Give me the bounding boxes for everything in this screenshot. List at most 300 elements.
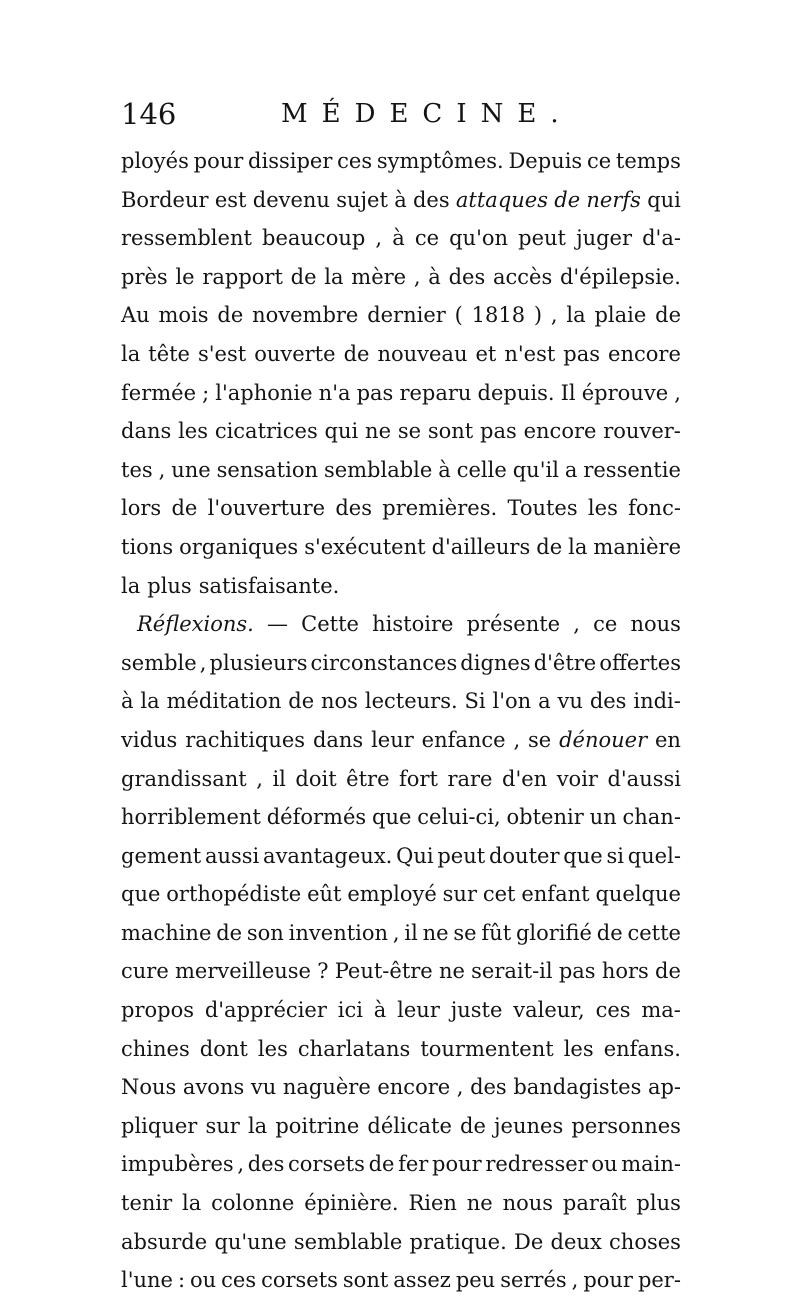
word: de <box>290 264 317 289</box>
word: avantageux. <box>263 843 393 868</box>
text-line <box>121 682 681 721</box>
word: aussi <box>204 843 260 868</box>
word: dans <box>312 727 364 752</box>
word: vu <box>250 1075 277 1100</box>
word: Qui <box>396 843 434 868</box>
word: épinière. <box>304 1191 399 1216</box>
word: quel- <box>627 843 681 868</box>
word: Réflexions. <box>137 612 254 637</box>
word: dignes <box>460 650 531 675</box>
word: que <box>563 843 603 868</box>
word: merveilleuse <box>175 959 311 984</box>
word: se <box>528 727 552 752</box>
word: ce <box>593 612 618 637</box>
word: absurde <box>121 1229 208 1254</box>
word: colonne <box>211 1191 295 1216</box>
word: chines <box>121 1036 190 1061</box>
word: corsets <box>288 1152 365 1177</box>
word: mois <box>158 303 209 328</box>
word: la <box>182 1191 202 1216</box>
word: corsets <box>261 1268 338 1293</box>
word: ne <box>365 419 391 444</box>
word: qui <box>324 419 359 444</box>
word: eût <box>307 882 342 907</box>
word: novembre <box>252 303 359 328</box>
word: son <box>246 920 284 945</box>
word: invention <box>288 920 389 945</box>
word: , <box>573 612 580 637</box>
word: bandagistes <box>513 1075 642 1100</box>
word: obtenir <box>506 805 584 830</box>
word: serrés <box>500 1268 567 1293</box>
word: sur <box>205 1113 240 1138</box>
word: cet <box>482 882 516 907</box>
word: à <box>392 226 405 251</box>
word: rare <box>447 766 493 791</box>
word: Cette <box>301 612 359 637</box>
text-line <box>121 914 681 953</box>
word: pas <box>356 380 394 405</box>
word: se <box>453 920 477 945</box>
word: pas <box>480 419 517 444</box>
word: , <box>550 303 558 328</box>
word: ployés <box>121 149 189 173</box>
word: glorifié <box>515 920 592 945</box>
word: il <box>404 920 418 945</box>
word: n'est <box>504 341 556 366</box>
word: mère <box>351 264 407 289</box>
word: doit <box>295 766 337 791</box>
text-line <box>121 798 681 837</box>
word: sensation <box>216 457 318 482</box>
word: orthopédiste <box>166 882 302 907</box>
word: et <box>475 341 497 366</box>
word: rouver- <box>603 419 681 444</box>
word: l'aphonie <box>215 380 313 405</box>
word: de <box>171 496 198 521</box>
text-line <box>121 644 681 683</box>
word: douter <box>488 843 560 868</box>
word: nouveau <box>377 341 468 366</box>
word: pratique. <box>409 1229 507 1254</box>
word: celle <box>456 457 507 482</box>
word: un <box>589 805 617 830</box>
word: nous <box>502 1191 554 1216</box>
word: lors <box>121 496 162 521</box>
word: pour <box>193 149 244 173</box>
word: de <box>368 1152 395 1177</box>
word: la <box>121 341 141 366</box>
word: pour <box>583 1268 633 1293</box>
word: les <box>563 1036 594 1061</box>
word: tête <box>148 341 190 366</box>
word: leur <box>371 727 414 752</box>
word: depuis. <box>477 380 555 405</box>
text-line <box>121 181 681 220</box>
word: les <box>178 419 208 444</box>
word: de <box>554 187 581 212</box>
word: la <box>566 303 586 328</box>
word: premières. <box>382 496 498 521</box>
word: d'aussi <box>607 766 681 791</box>
word: — <box>267 612 289 637</box>
word: ma- <box>641 998 681 1023</box>
running-title: MÉDECINE. <box>281 99 573 129</box>
word: valeur, <box>513 998 585 1023</box>
word: lecteurs. <box>364 689 458 714</box>
word: chan- <box>622 805 681 830</box>
word: a <box>564 457 578 482</box>
word: , <box>456 1075 464 1100</box>
word: dont <box>199 1036 248 1061</box>
word: symptômes. <box>376 149 504 173</box>
word: une <box>171 457 211 482</box>
word: pliquer <box>121 1113 198 1138</box>
text-line <box>121 412 681 451</box>
word: se <box>397 419 422 444</box>
word: juste <box>450 998 503 1023</box>
word: vu <box>557 689 583 714</box>
word: Toutes <box>507 496 578 521</box>
word: dernier <box>367 303 446 328</box>
word: fût <box>481 920 512 945</box>
word: peut <box>437 843 486 868</box>
word: 1818 <box>471 303 526 328</box>
word: ou <box>189 1268 217 1293</box>
word: dans <box>121 419 172 444</box>
text-line <box>121 142 681 181</box>
word: qu'une <box>214 1229 287 1254</box>
word: fonc- <box>628 496 681 521</box>
word: ( <box>454 303 463 328</box>
word: de <box>655 959 681 984</box>
word: des <box>589 689 627 714</box>
word: plusieurs <box>209 650 308 675</box>
text-line <box>121 489 681 528</box>
word: enfans. <box>603 1036 681 1061</box>
word: fort <box>399 766 438 791</box>
word: sont <box>427 419 474 444</box>
word: de <box>217 303 244 328</box>
word: leur <box>397 998 440 1023</box>
word: , <box>674 380 681 405</box>
word: l'on <box>492 689 532 714</box>
word: d'épilepsie. <box>559 264 681 289</box>
word: les <box>257 1036 288 1061</box>
word: ce <box>586 149 612 173</box>
word: employé <box>347 882 437 907</box>
text-line <box>121 1223 681 1262</box>
word: a <box>538 689 551 714</box>
word: tourmentent <box>420 1036 554 1061</box>
word: ces <box>337 149 373 173</box>
word: l'ouverture <box>207 496 326 521</box>
word: deux <box>550 1229 602 1254</box>
word: d'apprécier <box>204 998 327 1023</box>
word: temps <box>615 149 681 173</box>
word: attaques <box>455 187 548 212</box>
text-line <box>121 1184 681 1223</box>
word: dissiper <box>248 149 333 173</box>
text-line <box>121 335 681 374</box>
word: , <box>375 226 383 251</box>
word: s'est <box>197 341 247 366</box>
word: De <box>514 1229 544 1254</box>
word: , <box>158 457 166 482</box>
word: assez <box>393 1268 451 1293</box>
word: la <box>568 534 588 559</box>
word: la <box>324 264 344 289</box>
word: organiques <box>179 534 299 559</box>
word: beaucoup <box>262 226 366 251</box>
word: redresser <box>485 1152 588 1177</box>
word: tes <box>121 457 153 482</box>
word: hors <box>601 959 649 984</box>
word: choses <box>609 1229 681 1254</box>
word: ressemblent <box>121 226 252 251</box>
text-line <box>121 837 681 876</box>
word: des <box>448 264 486 289</box>
word: que <box>372 805 412 830</box>
word: ici <box>337 998 363 1023</box>
word: serait-il <box>471 959 553 984</box>
word: n'a <box>318 380 351 405</box>
text-line <box>121 374 681 413</box>
word: plaie <box>594 303 647 328</box>
word: tions <box>121 534 174 559</box>
text-line <box>121 991 681 1030</box>
word: la <box>121 573 141 598</box>
word: de <box>596 920 623 945</box>
word: à <box>121 689 134 714</box>
word: à <box>373 998 387 1023</box>
word: main- <box>621 1152 681 1177</box>
word: le <box>175 264 195 289</box>
word: d'a- <box>642 226 681 251</box>
word: naguère <box>282 1075 371 1100</box>
word: sont <box>342 1268 389 1293</box>
word: gement <box>121 843 202 868</box>
text-line <box>121 952 681 991</box>
word: près <box>121 264 168 289</box>
word: plus <box>636 1191 681 1216</box>
word: Rien <box>408 1191 457 1216</box>
word: ces <box>221 1268 257 1293</box>
word: des <box>335 496 372 521</box>
word: enfant <box>521 882 590 907</box>
word: ; <box>202 380 210 405</box>
word: d'ailleurs <box>431 534 531 559</box>
text-line <box>121 451 681 490</box>
word: à <box>438 457 451 482</box>
word: d'être <box>533 650 597 675</box>
word: offertes <box>599 650 681 675</box>
word: si <box>606 843 624 868</box>
word: tenir <box>121 1191 173 1216</box>
word: que <box>121 882 161 907</box>
word: , <box>256 766 263 791</box>
word: sur <box>442 882 477 907</box>
word: ? <box>317 959 329 984</box>
word: per- <box>637 1268 681 1293</box>
word: quelque <box>595 882 681 907</box>
text-line <box>121 1261 681 1300</box>
word: impubères <box>121 1152 234 1177</box>
word: qu'il <box>512 457 559 482</box>
page-header <box>121 96 691 132</box>
word: de <box>216 920 243 945</box>
word: cicatrices <box>214 419 318 444</box>
word: ne <box>438 959 465 984</box>
word: fermée <box>121 380 197 405</box>
word: ce <box>414 226 440 251</box>
text-line <box>121 1145 681 1184</box>
word: des <box>470 1075 507 1100</box>
word: , <box>513 727 521 752</box>
word: , <box>237 1152 245 1177</box>
word: accès <box>492 264 553 289</box>
word: de <box>536 534 563 559</box>
word: pour <box>432 1152 482 1177</box>
word: déformés <box>266 805 367 830</box>
word: cette <box>627 920 681 945</box>
word: à <box>428 264 441 289</box>
body-text <box>121 142 681 1300</box>
word: charlatans <box>297 1036 411 1061</box>
word: , <box>413 264 421 289</box>
word: ne <box>466 1191 493 1216</box>
word: histoire <box>372 612 454 637</box>
word: de <box>343 341 370 366</box>
word: semblable <box>323 457 433 482</box>
word: méditation <box>166 689 282 714</box>
word: l'une <box>121 1268 173 1293</box>
word: la <box>140 689 160 714</box>
word: devenu <box>252 187 330 212</box>
word: semble <box>121 650 197 675</box>
word: sujet <box>336 187 388 212</box>
word: Depuis <box>508 149 583 173</box>
word: est <box>214 187 247 212</box>
word: personnes <box>571 1113 681 1138</box>
word: voir <box>556 766 598 791</box>
text-line <box>121 258 681 297</box>
word: reparu <box>399 380 472 405</box>
word: enfance <box>421 727 506 752</box>
word: être <box>346 766 390 791</box>
word: machine <box>121 920 212 945</box>
text-line <box>121 760 681 799</box>
word: présente <box>466 612 561 637</box>
word: rapport <box>202 264 283 289</box>
word: vidus <box>121 727 178 752</box>
word: , <box>392 920 400 945</box>
word: encore <box>377 1075 451 1100</box>
text-line <box>121 1107 681 1146</box>
word: ces <box>595 998 631 1023</box>
word: éprouve <box>581 380 669 405</box>
word: , <box>199 650 207 675</box>
word: à <box>394 187 407 212</box>
text-line <box>121 567 681 606</box>
word: qui <box>647 187 681 212</box>
word: plus <box>147 573 192 598</box>
word: d'en <box>502 766 548 791</box>
word: des <box>247 1152 285 1177</box>
word: cure <box>121 959 169 984</box>
word: de <box>460 1113 486 1138</box>
word: grandissant <box>121 766 247 791</box>
word: de <box>288 689 315 714</box>
word: propos <box>121 998 194 1023</box>
word: qu'on <box>449 226 509 251</box>
word: celui-ci, <box>417 805 501 830</box>
word: paraît <box>562 1191 627 1216</box>
word: la <box>247 1113 268 1138</box>
text-line <box>121 1030 681 1069</box>
word: en <box>654 727 681 752</box>
word: peut <box>518 226 566 251</box>
word: manière <box>593 534 681 559</box>
word: fer <box>398 1152 429 1177</box>
word: Si <box>464 689 486 714</box>
word: nous <box>630 612 681 637</box>
text-line <box>121 1068 681 1107</box>
text-line <box>121 296 681 335</box>
word: ) <box>533 303 543 328</box>
text-line <box>121 875 681 914</box>
word: des <box>412 187 450 212</box>
word: encore <box>608 341 681 366</box>
word: peu <box>455 1268 496 1293</box>
word: nerfs <box>586 187 641 212</box>
word: s'exécutent <box>304 534 426 559</box>
text-line <box>121 721 681 760</box>
word: poitrine <box>275 1113 360 1138</box>
word: rachitiques <box>185 727 306 752</box>
word: indi- <box>633 689 681 714</box>
word: pas <box>563 341 601 366</box>
word: Nous <box>121 1075 177 1100</box>
word: Peut-être <box>334 959 433 984</box>
word: ap- <box>647 1075 681 1100</box>
word: ressentie <box>583 457 681 482</box>
word: Il <box>560 380 576 405</box>
text-line <box>121 528 681 567</box>
word: horriblement <box>121 805 261 830</box>
word: avons <box>182 1075 245 1100</box>
word: Au <box>121 303 150 328</box>
page-number: 146 <box>121 97 177 131</box>
word: de <box>655 303 681 328</box>
word: dénouer <box>559 727 648 752</box>
word: ou <box>591 1152 618 1177</box>
word: nos <box>321 689 358 714</box>
word: semblable <box>293 1229 403 1254</box>
word: encore <box>523 419 597 444</box>
word: ouverte <box>254 341 336 366</box>
text-line <box>121 605 681 644</box>
word: circonstances <box>310 650 458 675</box>
word: satisfaisante. <box>198 573 340 598</box>
word: Bordeur <box>121 187 209 212</box>
word: les <box>587 496 618 521</box>
word: délicate <box>367 1113 452 1138</box>
word: jeunes <box>494 1113 564 1138</box>
word: ne <box>422 920 449 945</box>
word: pas <box>558 959 596 984</box>
text-line <box>121 219 681 258</box>
